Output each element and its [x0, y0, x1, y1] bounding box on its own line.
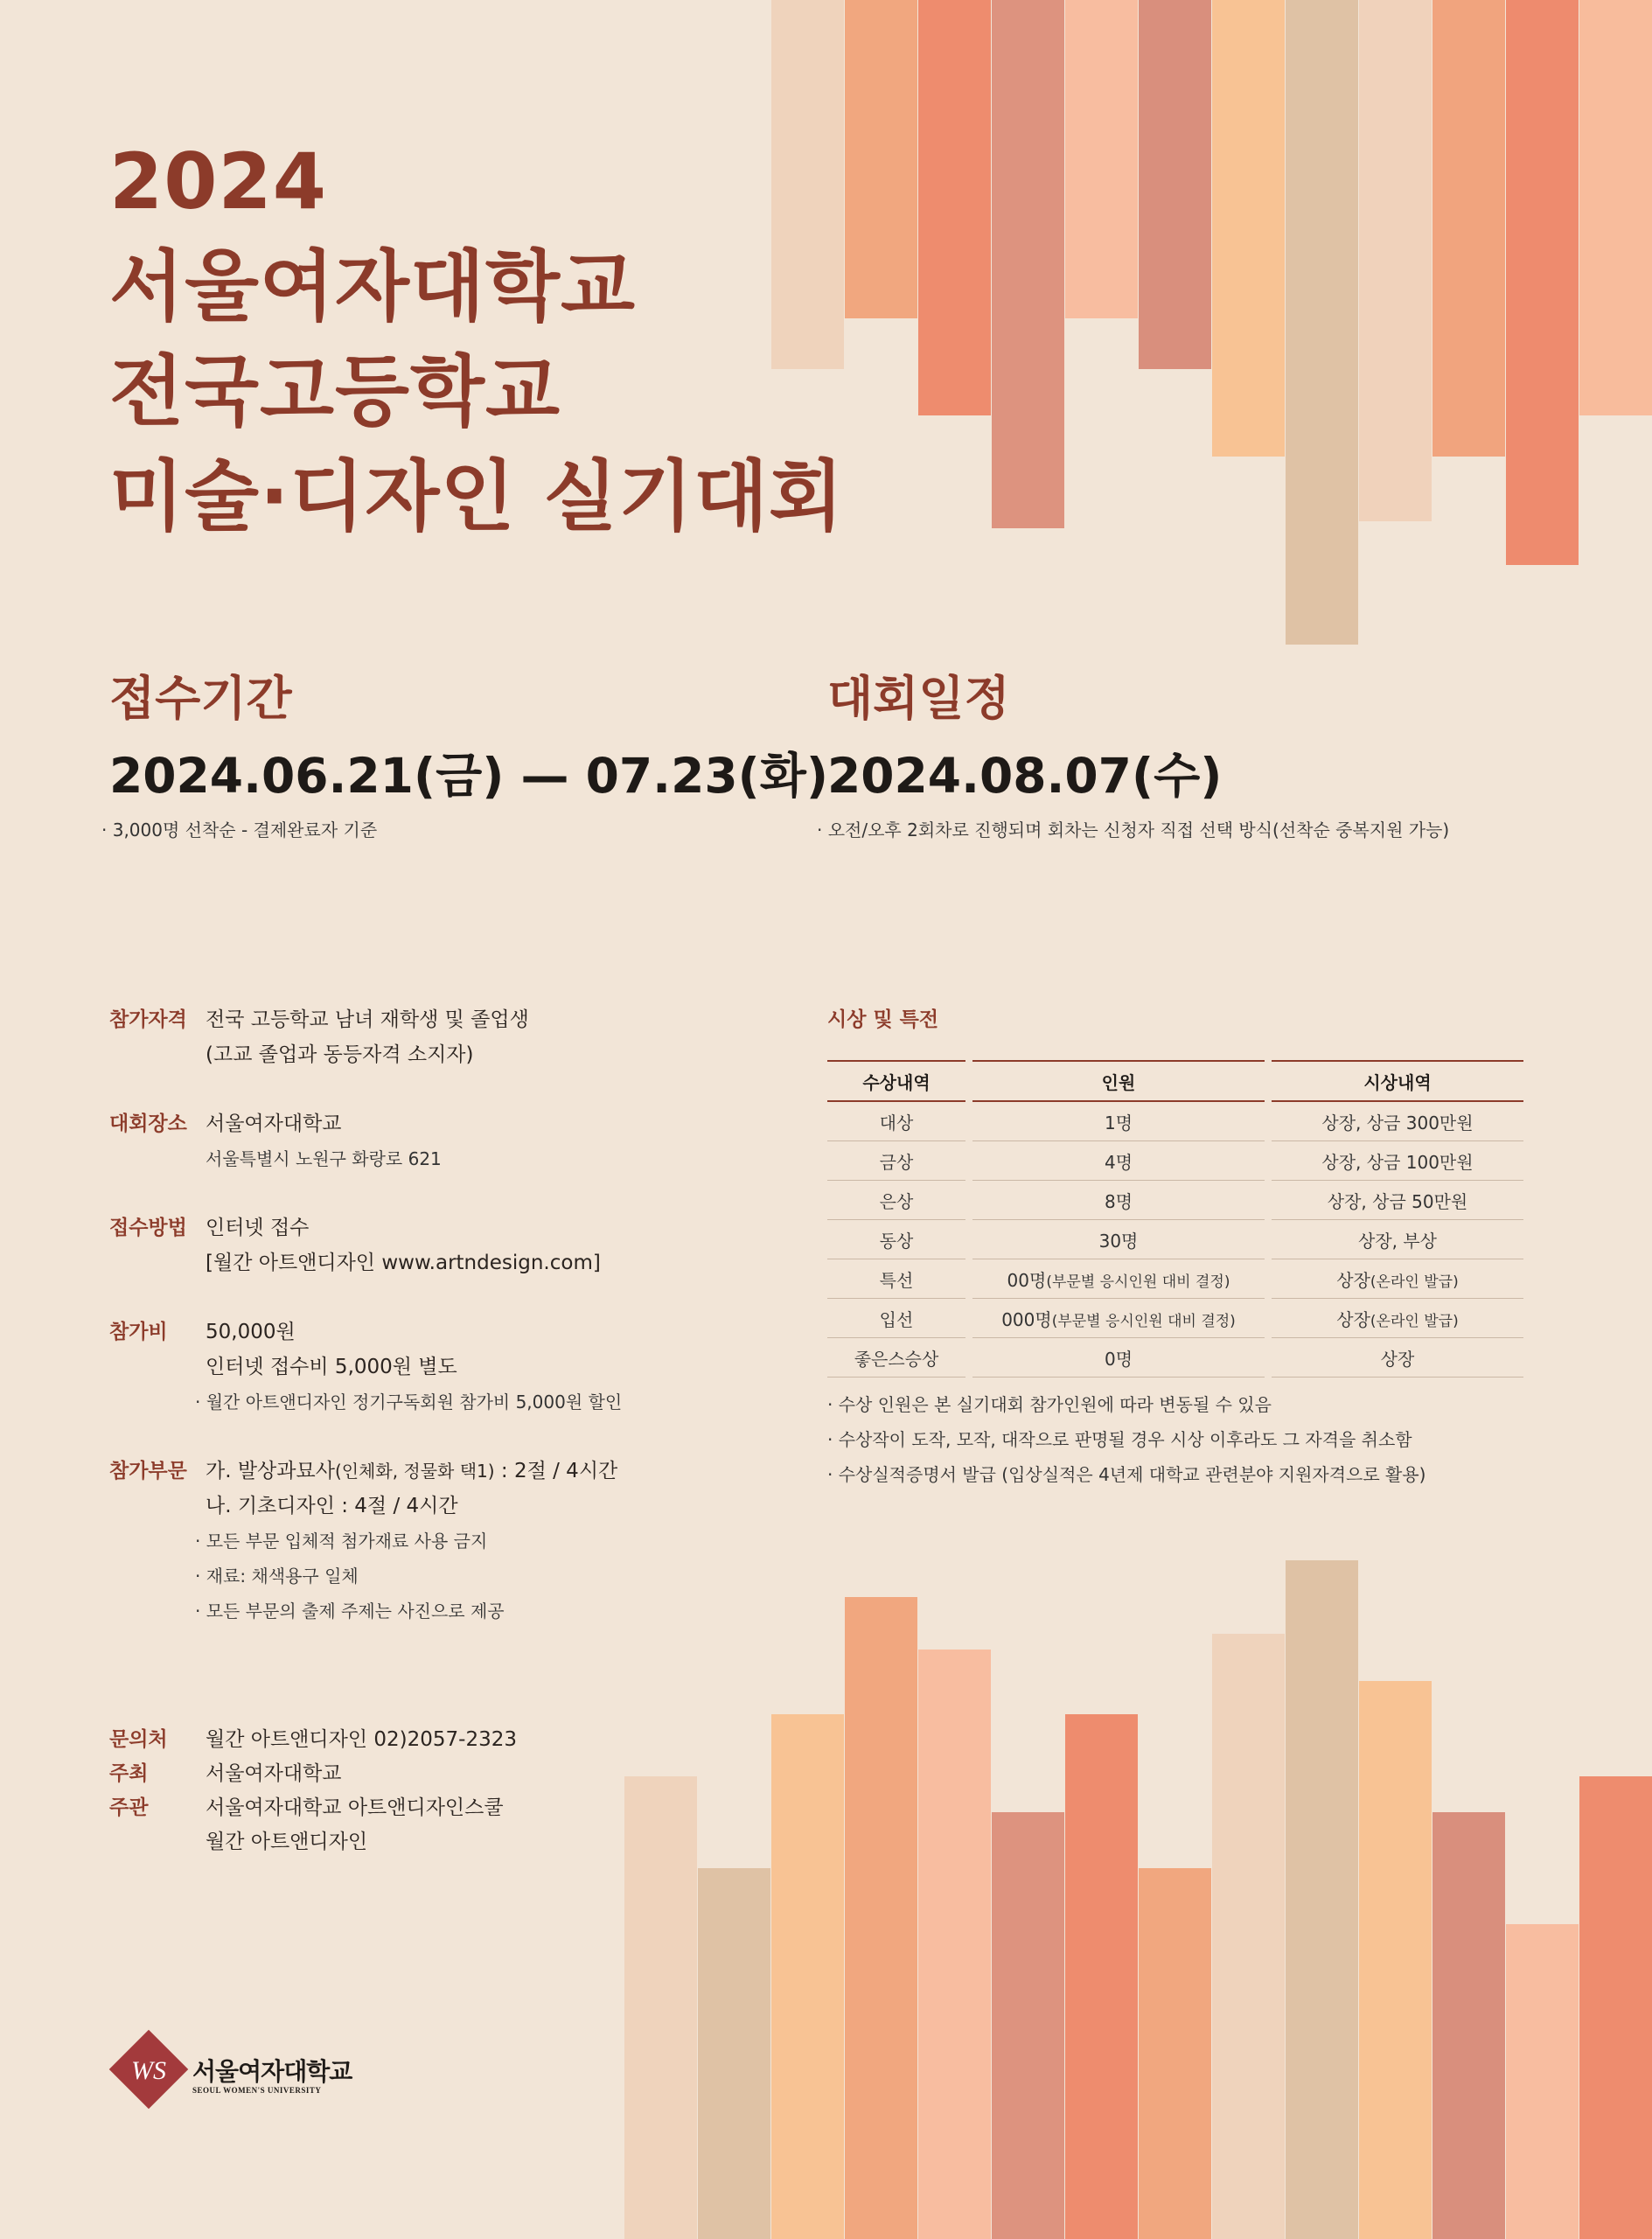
emblem-monogram: WS — [131, 2056, 166, 2085]
top-bar — [992, 0, 1064, 528]
fee-note: · 월간 아트앤디자인 정기구독회원 참가비 5,000원 할인 — [195, 1392, 623, 1412]
venue-value — [206, 1106, 442, 1176]
award-row — [827, 1220, 1523, 1259]
awards-notes — [827, 1387, 1425, 1492]
bottom-bar — [1506, 1924, 1579, 2239]
eligibility-label: 참가자격 — [109, 1008, 187, 1031]
venue-row — [109, 1106, 721, 1176]
award-prize — [1272, 1338, 1523, 1378]
logo-text — [192, 2059, 352, 2096]
schedule-heading: 대회일정 — [827, 671, 1010, 726]
award-row — [827, 1102, 1523, 1141]
awards-title: 시상 및 특전 — [827, 1008, 939, 1031]
header-prize: 시상내역 — [1272, 1060, 1523, 1102]
registration-heading: 접수기간 — [109, 671, 292, 726]
method-line1: 인터넷 접수 — [206, 1217, 310, 1239]
bottom-bar — [918, 1650, 991, 2239]
host-label: 주최 — [109, 1762, 149, 1785]
award-name-text: 은상 — [879, 1190, 914, 1212]
category-line2: 나. 기초디자인 : 4절 / 4시간 — [206, 1495, 458, 1517]
category-line1 — [206, 1454, 617, 1489]
award-count-text: 30명 — [1098, 1230, 1139, 1252]
award-prize — [1272, 1141, 1523, 1181]
award-row — [827, 1181, 1523, 1220]
award-row — [827, 1259, 1523, 1299]
bottom-bar — [624, 1776, 697, 2239]
fee-line1: 50,000원 — [206, 1321, 296, 1343]
top-bar — [1432, 0, 1505, 457]
award-prize-text: 상장, 상금 300만원 — [1321, 1112, 1474, 1133]
award-prize-note: (온라인 발급) — [1370, 1312, 1459, 1330]
award-name-text: 동상 — [879, 1230, 914, 1252]
award-count-text: 00명 — [1007, 1269, 1047, 1291]
award-name-text: 좋은스승상 — [854, 1348, 939, 1370]
bottom-bar — [1286, 1560, 1358, 2239]
title-school: 전국고등학교 — [109, 346, 561, 436]
award-row — [827, 1141, 1523, 1181]
award-prize — [1272, 1102, 1523, 1141]
category-line1-small: (인체화, 정물화 택1) — [334, 1461, 495, 1482]
inquiry-label: 문의처 — [109, 1728, 168, 1751]
award-prize-text: 상장, 상금 50만원 — [1327, 1190, 1468, 1212]
category-value — [195, 1454, 618, 1629]
award-name — [827, 1299, 965, 1338]
fee-line2: 인터넷 접수비 5,000원 별도 — [206, 1356, 457, 1378]
registration-date: 2024.06.21(금) — 07.23(화) — [109, 748, 829, 804]
bottom-bar — [698, 1868, 770, 2239]
award-row — [827, 1299, 1523, 1338]
top-bar — [1286, 0, 1358, 645]
fee-row — [109, 1315, 721, 1419]
award-count-text: 4명 — [1104, 1151, 1133, 1173]
award-prize-text: 상장, 부상 — [1358, 1230, 1437, 1252]
category-note1: · 모든 부문 입체적 첨가재료 사용 금지 — [195, 1531, 488, 1552]
award-count-text: 0명 — [1104, 1348, 1133, 1370]
award-prize — [1272, 1299, 1523, 1338]
category-note3: · 모든 부문의 출제 주제는 사진으로 제공 — [195, 1601, 505, 1622]
method-row — [109, 1210, 721, 1280]
award-count-text: 8명 — [1104, 1190, 1133, 1212]
bottom-bar — [1139, 1868, 1211, 2239]
award-name — [827, 1259, 965, 1299]
award-count — [972, 1102, 1265, 1141]
top-bar — [1212, 0, 1285, 457]
organizer-row — [109, 1791, 517, 1859]
category-line1-b: : 2절 / 4시간 — [494, 1460, 618, 1482]
category-row — [109, 1454, 721, 1629]
header-count: 인원 — [972, 1060, 1265, 1102]
award-name — [827, 1102, 965, 1141]
logo-name-ko: 서울여자대학교 — [192, 2057, 352, 2086]
award-prize-text: 상장, 상금 100만원 — [1321, 1151, 1474, 1173]
title-university: 서울여자대학교 — [109, 241, 637, 331]
university-logo — [108, 2029, 352, 2110]
award-prize — [1272, 1181, 1523, 1220]
award-count-text: 000명 — [1001, 1308, 1052, 1330]
bottom-bar — [1212, 1634, 1285, 2239]
venue-line1: 서울여자대학교 — [206, 1113, 342, 1135]
award-name-text: 대상 — [879, 1112, 914, 1133]
organizer-label: 주관 — [109, 1796, 149, 1819]
award-prize-text: 상장 — [1380, 1348, 1415, 1370]
organizer-line2: 월간 아트앤디자인 — [206, 1831, 368, 1853]
bottom-bar — [1359, 1681, 1432, 2239]
eligibility-line1: 전국 고등학교 남녀 재학생 및 졸업생 — [206, 1008, 529, 1031]
bottom-bar — [992, 1812, 1064, 2239]
category-line1-a: 가. 발상과묘사 — [206, 1460, 335, 1482]
awards-header-row — [827, 1060, 1523, 1102]
award-prize-text: 상장 — [1336, 1308, 1370, 1330]
registration-note: · 3,000명 선착순 - 결제완료자 기준 — [101, 820, 378, 840]
award-count — [972, 1259, 1265, 1299]
bottom-bar — [771, 1714, 844, 2239]
poster-title — [109, 129, 844, 549]
contest-info — [109, 1002, 721, 1629]
venue-address: 서울특별시 노원구 화랑로 621 — [206, 1148, 442, 1169]
bottom-bar — [1579, 1776, 1652, 2239]
top-bar — [1359, 0, 1432, 521]
award-note: · 수상작이 도작, 모작, 대작으로 판명될 경우 시상 이후라도 그 자격을 취소함 — [827, 1429, 1412, 1450]
top-bar — [1065, 0, 1138, 318]
host-value: 서울여자대학교 — [206, 1762, 342, 1785]
logo-name-en: SEOUL WOMEN'S UNIVERSITY — [192, 2086, 322, 2095]
award-count — [972, 1141, 1265, 1181]
award-count-note: (부문별 응시인원 대비 결정) — [1046, 1273, 1230, 1291]
organizer-line1: 서울여자대학교 아트앤디자인스쿨 — [206, 1796, 504, 1819]
award-row — [827, 1338, 1523, 1378]
university-emblem-icon — [108, 2029, 189, 2110]
top-bar — [918, 0, 991, 415]
top-bar — [1139, 0, 1211, 369]
award-count — [972, 1220, 1265, 1259]
fee-value — [195, 1315, 623, 1419]
award-name-text: 입선 — [879, 1308, 914, 1330]
top-bar — [1506, 0, 1579, 565]
host-row — [109, 1757, 517, 1791]
award-note: · 수상실적증명서 발급 (입상실적은 4년제 대학교 관련분야 지원자격으로 활용) — [827, 1464, 1426, 1485]
award-prize-note: (온라인 발급) — [1370, 1273, 1459, 1291]
award-note: · 수상 인원은 본 실기대회 참가인원에 따라 변동될 수 있음 — [827, 1394, 1272, 1415]
award-count — [972, 1338, 1265, 1378]
schedule-date: 2024.08.07(수) — [827, 748, 1223, 804]
award-prize — [1272, 1259, 1523, 1299]
award-count — [972, 1299, 1265, 1338]
award-name — [827, 1220, 965, 1259]
inquiry-row — [109, 1723, 517, 1757]
award-name — [827, 1338, 965, 1378]
award-name — [827, 1181, 965, 1220]
eligibility-value — [206, 1002, 529, 1072]
top-bar — [1579, 0, 1652, 415]
awards-table — [820, 1060, 1530, 1378]
header-award: 수상내역 — [827, 1060, 965, 1102]
bottom-bar — [1432, 1812, 1505, 2239]
venue-label: 대회장소 — [109, 1113, 187, 1135]
bottom-bar — [1065, 1714, 1138, 2239]
organizer-value — [206, 1791, 504, 1859]
inquiry-value: 월간 아트앤디자인 02)2057-2323 — [206, 1728, 517, 1751]
schedule-note: · 오전/오후 2회차로 진행되며 회차는 신청자 직접 선택 방식(선착순 중복지원 가능) — [817, 820, 1450, 840]
eligibility-line2: (고교 졸업과 동등자격 소지자) — [206, 1043, 474, 1066]
award-name — [827, 1141, 965, 1181]
eligibility-row — [109, 1002, 721, 1072]
fee-label: 참가비 — [109, 1321, 168, 1343]
top-bar — [845, 0, 917, 318]
title-year: 2024 — [109, 136, 327, 227]
contact-block — [109, 1723, 517, 1859]
method-line2: [월간 아트앤디자인 www.artndesign.com] — [206, 1252, 601, 1274]
award-count-note: (부문별 응시인원 대비 결정) — [1051, 1312, 1236, 1330]
award-name-text: 특선 — [879, 1269, 914, 1291]
category-label: 참가부문 — [109, 1460, 187, 1482]
method-label: 접수방법 — [109, 1217, 187, 1239]
award-prize — [1272, 1220, 1523, 1259]
award-prize-text: 상장 — [1336, 1269, 1370, 1291]
award-name-text: 금상 — [879, 1151, 914, 1173]
method-value — [206, 1210, 601, 1280]
title-contest: 미술·디자인 실기대회 — [109, 451, 845, 541]
bottom-bar — [845, 1597, 917, 2239]
category-note2: · 재료: 채색용구 일체 — [195, 1566, 359, 1587]
award-count — [972, 1181, 1265, 1220]
award-count-text: 1명 — [1104, 1112, 1133, 1133]
